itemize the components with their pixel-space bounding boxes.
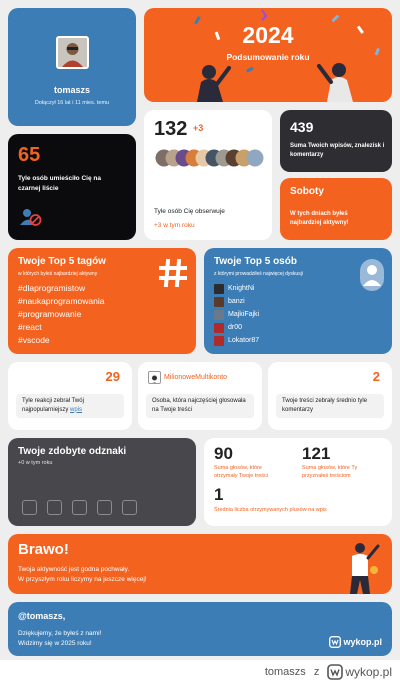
bravo-line2: W przyszłym roku liczymy na jeszcze więcej! xyxy=(18,576,147,583)
badge-icon[interactable] xyxy=(47,500,62,515)
top-voter-name: MilionoweMultikonto xyxy=(164,374,228,381)
active-day-title: Soboty xyxy=(290,186,324,197)
wykop-logo-icon xyxy=(329,636,341,648)
person-item[interactable]: banzi xyxy=(214,296,245,307)
avatar xyxy=(214,297,224,307)
wykop-logo-icon xyxy=(327,664,343,680)
votes-avg-count: 1 xyxy=(214,485,224,504)
avatar xyxy=(214,310,224,320)
posts-count: 439 xyxy=(290,119,314,135)
top-voter-quote xyxy=(146,394,254,418)
reactions-card xyxy=(8,362,132,430)
posts-card xyxy=(280,110,392,172)
top-voter-text: Osoba, która najczęściej głosowała na Twoje treści xyxy=(152,398,246,413)
thanks-handle[interactable]: @tomaszs, xyxy=(18,611,66,621)
tag-item[interactable]: #dlaprogramistow xyxy=(18,283,86,293)
username[interactable]: tomaszs xyxy=(53,85,90,95)
footer-logo-text[interactable]: wykop.pl xyxy=(345,665,392,679)
votes-given-count: 121 xyxy=(302,444,331,463)
badge-icon[interactable] xyxy=(22,500,37,515)
celebrating-people-illustration xyxy=(189,58,359,102)
follower-avatars[interactable] xyxy=(155,149,265,167)
followers-delta-text: +3 w tym roku xyxy=(154,222,195,229)
avatar xyxy=(214,336,224,346)
hashtag-icon xyxy=(158,258,188,288)
followers-text: Tyle osób Cię obserwuje xyxy=(154,208,225,215)
footer-username[interactable]: tomaszs xyxy=(264,666,306,678)
badges-card xyxy=(8,438,196,526)
comments-quote xyxy=(276,394,384,418)
top-tags-title: Twoje Top 5 tagów xyxy=(18,256,106,267)
active-day-text: W tych dniach byłeś najbardziej aktywny! xyxy=(290,211,349,226)
person-item[interactable]: dr00 xyxy=(214,322,242,333)
avatar xyxy=(148,371,161,384)
footer-attribution xyxy=(265,664,392,680)
footer-separator: z xyxy=(313,666,320,678)
join-date: Dołączył 16 lat i 11 mies. temu xyxy=(34,100,110,106)
person-item[interactable]: KnightNi xyxy=(214,283,254,294)
top-people-title: Twoje Top 5 osób xyxy=(214,256,297,267)
tag-item[interactable]: #naukaprogramowania xyxy=(18,296,105,306)
wykop-logo[interactable] xyxy=(329,636,382,648)
comments-count: 2 xyxy=(372,369,380,384)
person-item[interactable]: MajkiFajki xyxy=(214,309,259,320)
person-item[interactable]: Lokator87 xyxy=(214,335,259,346)
badge-icon[interactable] xyxy=(72,500,87,515)
avatar xyxy=(214,284,224,294)
top-people-card xyxy=(204,248,392,354)
comments-card xyxy=(268,362,392,430)
badges-subtitle: +0 w tym roku xyxy=(18,460,53,466)
top-voter-card xyxy=(138,362,262,430)
posts-text: Suma Twoich wpisów, znalezisk i komentarzy xyxy=(290,143,385,158)
profile-card xyxy=(8,8,136,126)
person-badge-icon xyxy=(359,258,385,292)
top-voter-profile[interactable] xyxy=(148,371,227,384)
badge-icon[interactable] xyxy=(97,500,112,515)
hero-year: 2024 xyxy=(242,22,294,48)
top-post-link[interactable]: wpis xyxy=(70,406,83,413)
reactions-count: 29 xyxy=(105,369,120,384)
thanks-line2: Widzimy się w 2025 roku! xyxy=(18,640,92,647)
bravo-title: Brawo! xyxy=(18,541,69,558)
blocked-user-icon xyxy=(20,208,42,226)
badges-title: Twoje zdobyte odznaki xyxy=(18,446,127,457)
thanks-card xyxy=(8,602,392,656)
bravo-card xyxy=(8,534,392,594)
tag-item[interactable]: #programowanie xyxy=(18,309,82,319)
votes-card xyxy=(204,438,392,526)
reactions-quote xyxy=(16,394,124,418)
avatar[interactable] xyxy=(56,36,89,69)
votes-given-text: Suma głosów, które Ty przyznałeś treściom xyxy=(302,465,358,479)
blocklist-text: Tyle osób umieściło Cię na czarnej liście xyxy=(18,175,101,192)
thanks-line1: Dziękujemy, że byłeś z nami! xyxy=(18,630,102,637)
top-tags-card xyxy=(8,248,196,354)
votes-received-text: Suma głosów, które otrzymały Twoje treści xyxy=(214,465,268,479)
votes-avg-text: Średnia liczba otrzymywanych plusów na wpis xyxy=(214,507,327,513)
top-people-subtitle: z którymi prowadziłeś najwięcej dyskusji xyxy=(214,271,303,277)
bravo-line1: Twoja aktywność jest godna pochwały. xyxy=(18,566,130,573)
avatar xyxy=(214,323,224,333)
badge-icon[interactable] xyxy=(122,500,137,515)
followers-delta: +3 xyxy=(192,123,204,133)
comments-text: Twoje treści zebrały średnio tyle komentarzy xyxy=(282,398,368,413)
blocklist-count: 65 xyxy=(18,144,41,166)
tag-item[interactable]: #vscode xyxy=(18,335,50,345)
hero-card xyxy=(144,8,392,102)
votes-received-count: 90 xyxy=(214,444,233,463)
followers-count-value: 132 xyxy=(154,118,188,140)
followers-card xyxy=(144,110,272,240)
hero-subtitle: Podsumowanie roku xyxy=(226,52,310,62)
followers-count xyxy=(154,118,203,141)
blocklist-card xyxy=(8,134,136,240)
active-day-card xyxy=(280,178,392,240)
wykop-logo-text: wykop.pl xyxy=(343,637,382,647)
footer-bar xyxy=(0,660,400,684)
top-tags-subtitle: w których byłeś najbardziej aktywny xyxy=(18,271,98,277)
reactions-text: Tyle reakcji zebrał Twój najpopularniejszy wpis xyxy=(22,398,84,413)
athlete-illustration xyxy=(338,540,384,594)
tag-item[interactable]: #react xyxy=(18,322,42,332)
